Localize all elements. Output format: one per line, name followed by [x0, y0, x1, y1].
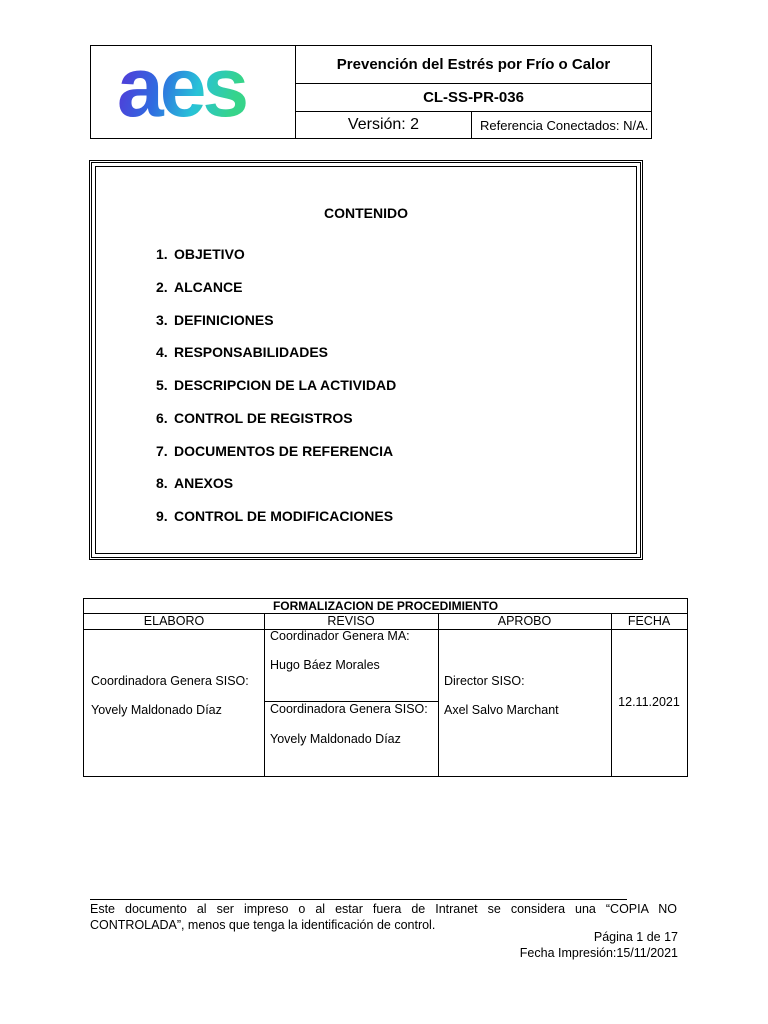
- item-label: RESPONSABILIDADES: [174, 344, 329, 361]
- print-date: Fecha Impresión:15/11/2021: [519, 946, 678, 960]
- contents-item[interactable]: [156, 507, 396, 540]
- fecha-value: 12.11.2021: [618, 695, 680, 709]
- item-label: DEFINICIONES: [174, 311, 274, 328]
- item-label: OBJETIVO: [174, 246, 245, 262]
- item-label: DESCRIPCION DE LA ACTIVIDAD: [174, 377, 397, 393]
- item-label: CONTROL DE REGISTROS: [174, 409, 353, 426]
- elaboro-role: Coordinadora Genera SISO:: [91, 674, 249, 688]
- document-header: [90, 45, 652, 139]
- page-number: Página 1 de 17: [593, 930, 678, 944]
- item-number: 9.: [156, 508, 168, 524]
- item-label: ALCANCE: [174, 278, 243, 295]
- doc-code: CL-SS-PR-036: [296, 84, 651, 112]
- reviso-name-1: Hugo Báez Morales: [270, 658, 380, 672]
- doc-meta-row: [296, 112, 651, 138]
- contents-title: CONTENIDO: [324, 205, 408, 221]
- aprobo-name: Axel Salvo Marchant: [444, 703, 559, 717]
- item-number: 2.: [156, 278, 168, 295]
- reviso-name-2: Yovely Maldonado Díaz: [270, 732, 401, 746]
- item-number: 4.: [156, 344, 168, 361]
- item-label: ANEXOS: [174, 475, 234, 492]
- col-header-fecha: FECHA: [627, 614, 671, 628]
- contents-item[interactable]: [156, 278, 396, 311]
- item-number: 8.: [156, 475, 168, 492]
- formalization-title: FORMALIZACION DE PROCEDIMIENTO: [272, 599, 499, 613]
- col-header-elaboro: ELABORO: [143, 614, 205, 628]
- item-label: DOCUMENTOS DE REFERENCIA: [174, 442, 394, 459]
- col-header-reviso: REVISO: [327, 614, 375, 628]
- contents-item[interactable]: [156, 376, 396, 409]
- footer-note-line1: Este documento al ser impreso o al estar fuera de Intranet se considera una “COPIA NO: [90, 902, 677, 916]
- elaboro-name: Yovely Maldonado Díaz: [91, 703, 222, 717]
- item-number: 6.: [156, 409, 168, 426]
- contents-box: [89, 160, 643, 560]
- item-label: CONTROL DE MODIFICACIONES: [174, 508, 394, 524]
- logo-cell: [91, 46, 296, 138]
- item-number: 7.: [156, 442, 168, 459]
- aes-logo: [117, 60, 269, 126]
- col-divider: [438, 613, 439, 776]
- contents-item[interactable]: [156, 409, 396, 442]
- contents-item[interactable]: [156, 245, 396, 278]
- reviso-role-1: Coordinador Genera MA:: [270, 629, 410, 643]
- doc-title: Prevención del Estrés por Frío o Calor: [296, 46, 651, 84]
- contents-item[interactable]: [156, 311, 396, 344]
- contents-item[interactable]: [156, 442, 396, 475]
- footer-note-line2: CONTROLADA”, menos que tenga la identificación de control.: [90, 918, 436, 932]
- formalization-table: [83, 598, 688, 777]
- col-header-aprobo: APROBO: [497, 614, 552, 628]
- item-number: 3.: [156, 311, 168, 328]
- contents-item[interactable]: [156, 474, 396, 507]
- aprobo-role: Director SISO:: [444, 674, 525, 688]
- contents-list: [156, 245, 396, 540]
- logo-lettering: aes: [117, 60, 246, 126]
- item-number: 1.: [156, 246, 168, 262]
- reviso-role-2: Coordinadora Genera SISO:: [270, 702, 428, 716]
- contents-item[interactable]: [156, 343, 396, 376]
- doc-reference: Referencia Conectados: N/A.: [480, 117, 649, 133]
- footer-rule: [90, 899, 627, 900]
- doc-version: Versión: 2: [296, 112, 472, 138]
- footer-note: [90, 901, 677, 933]
- item-number: 5.: [156, 377, 168, 393]
- col-divider: [264, 613, 265, 776]
